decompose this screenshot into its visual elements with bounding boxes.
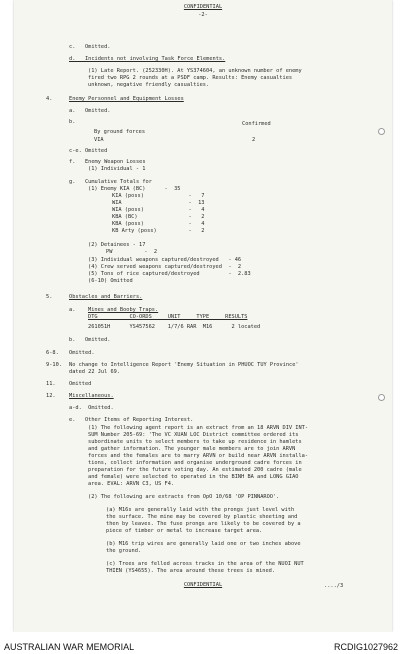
section-number: 11. — [46, 381, 56, 387]
table-header: DTG CO-ORDS UNIT TYPE RESULTS — [88, 314, 248, 320]
subsection-heading: Mines and Booby Traps. — [88, 307, 159, 313]
text-line: a. — [69, 307, 76, 313]
text-line: g. Cumulative Totals for — [69, 179, 152, 185]
text-line: By ground forces — [94, 129, 146, 135]
section-number: 5. — [46, 294, 53, 300]
text-line: THIEN (YS4655). The area around these trees is mined. — [106, 568, 276, 574]
text-line: tions, collect information and organise underground cadre forces in — [88, 460, 302, 466]
text-line: SUM Number 205-69: 'The VC XUAN LOC District committee ordered its — [88, 432, 299, 438]
punch-hole-bottom — [378, 394, 385, 401]
text-line: the surface. The mine may be covered by plastic sheeting and — [106, 514, 298, 520]
classification-header: CONFIDENTIAL — [183, 4, 223, 10]
text-line: preparation for the future voting day. An estimated 200 cadre (male — [88, 467, 302, 473]
text-line: then by leaves. The fuse prongs are likely to be covered by a — [106, 521, 301, 527]
text-line: subordinate units to select members to take up residence in hamlets — [88, 439, 302, 445]
archive-reference: RCDIG1027962 — [333, 642, 398, 652]
section-heading: Miscellaneous. — [69, 393, 114, 399]
text-line: and female) were selected to operated in the BINH BA and LONG GIAO — [88, 474, 299, 480]
text-line: (b) M16 trip wires are generally laid one or two inches above — [106, 541, 301, 547]
archive-footer — [0, 632, 404, 654]
text-line: PW - 2 — [106, 249, 158, 255]
section-number: 9-10. — [46, 362, 62, 368]
text-line: forces and the females are to marry ARVN or build near ARVN installa- — [88, 453, 309, 459]
text-line: (2) The following are extracts from OpO 10/68 'OP PINNAROO'. — [88, 494, 280, 500]
punch-hole-top — [378, 128, 385, 135]
text-line: b. — [69, 119, 76, 125]
text-line: e. Other Items of Reporting Interest. — [69, 417, 194, 423]
text-line: (1) Individual - 1 — [88, 166, 146, 172]
tally-row: KBA (BC) - 2 — [112, 214, 205, 220]
continuation-mark: ..../3 — [324, 583, 344, 589]
tally-row: WIA - 13 — [112, 200, 205, 206]
text-line: No change to Intelligence Report 'Enemy Situation in PHUOC TUY Province' — [69, 362, 299, 368]
tally-row: (1) Enemy KIA (BC) - 35 — [88, 186, 181, 192]
section-number: 4. — [46, 96, 53, 102]
subsection-heading: d. Incidents not involving Task Force Elements. — [69, 56, 226, 62]
text-line: (4) Crew served weapons captured/destroyed - 2 — [88, 264, 242, 270]
tally-row: KBA (poss) - 4 — [112, 221, 205, 227]
text-line: c. Omitted. — [69, 44, 111, 50]
text-line: b. Omitted. — [69, 337, 111, 343]
text-line: dated 22 Jul 69. — [69, 369, 121, 375]
text-line: c-e. Omitted — [69, 148, 108, 154]
text-line: (1) Late Report. (252330H). At YS374604, an unknown number of enemy — [88, 68, 302, 74]
text-line: a-d. Omitted. — [69, 405, 114, 411]
text-line: Confirmed — [242, 121, 271, 127]
text-line: (2) Detainees - 17 — [88, 242, 146, 248]
table-row: 261051H YS457562 1/7/6 RAR M16 2 located — [88, 324, 261, 330]
document-page — [14, 0, 392, 632]
text-line: (3) Individual weapons captured/destroyed - 46 — [88, 257, 242, 263]
section-heading: Obstacles and Barriers. — [69, 294, 143, 300]
tally-row: WIA (poss) - 4 — [112, 207, 205, 213]
section-number: 6-8. — [46, 350, 59, 356]
text-line: a. Omitted. — [69, 108, 111, 114]
text-line: fired two RPG 2 rounds at a PSDF camp. Results: Enemy casualties — [88, 75, 293, 81]
text-line: area. EVAL: ARVN C3, US F4. — [88, 481, 175, 487]
text-line: Omitted. — [69, 350, 95, 356]
text-line: and gather information. The younger male members are to join ARVN — [88, 446, 296, 452]
section-number: 12. — [46, 393, 56, 399]
archive-name: AUSTRALIAN WAR MEMORIAL — [4, 642, 135, 652]
section-heading: Enemy Personnel and Equipment Losses — [69, 96, 184, 102]
text-line: piece of timber or metal to increase target area. — [106, 528, 263, 534]
text-line: (a) M16s are generally laid with the prongs just level with — [106, 507, 295, 513]
page-number: -2- — [198, 12, 208, 18]
text-line: (c) Trees are felled across tracks in the area of the NUOI NUT — [106, 561, 304, 567]
text-line: (6-10) Omitted — [88, 278, 133, 284]
text-line: unknown, negative friendly casualties. — [88, 82, 210, 88]
tally-row: KB Arty (poss) - 2 — [112, 228, 205, 234]
text-line: (5) Tons of rice captured/destroyed - 2.83 — [88, 271, 251, 277]
text-line: 2 — [252, 137, 256, 143]
text-line: (1) The following agent report is an extract from an 18 ARVN DIV INT- — [88, 425, 309, 431]
text-line: VIA — [94, 137, 104, 143]
classification-footer: CONFIDENTIAL — [183, 582, 223, 588]
text-line: the ground. — [106, 548, 142, 554]
text-line: Omitted — [69, 381, 92, 387]
text-line: f. Enemy Weapon Losses — [69, 159, 146, 165]
tally-row: KIA (poss) - 7 — [112, 193, 205, 199]
